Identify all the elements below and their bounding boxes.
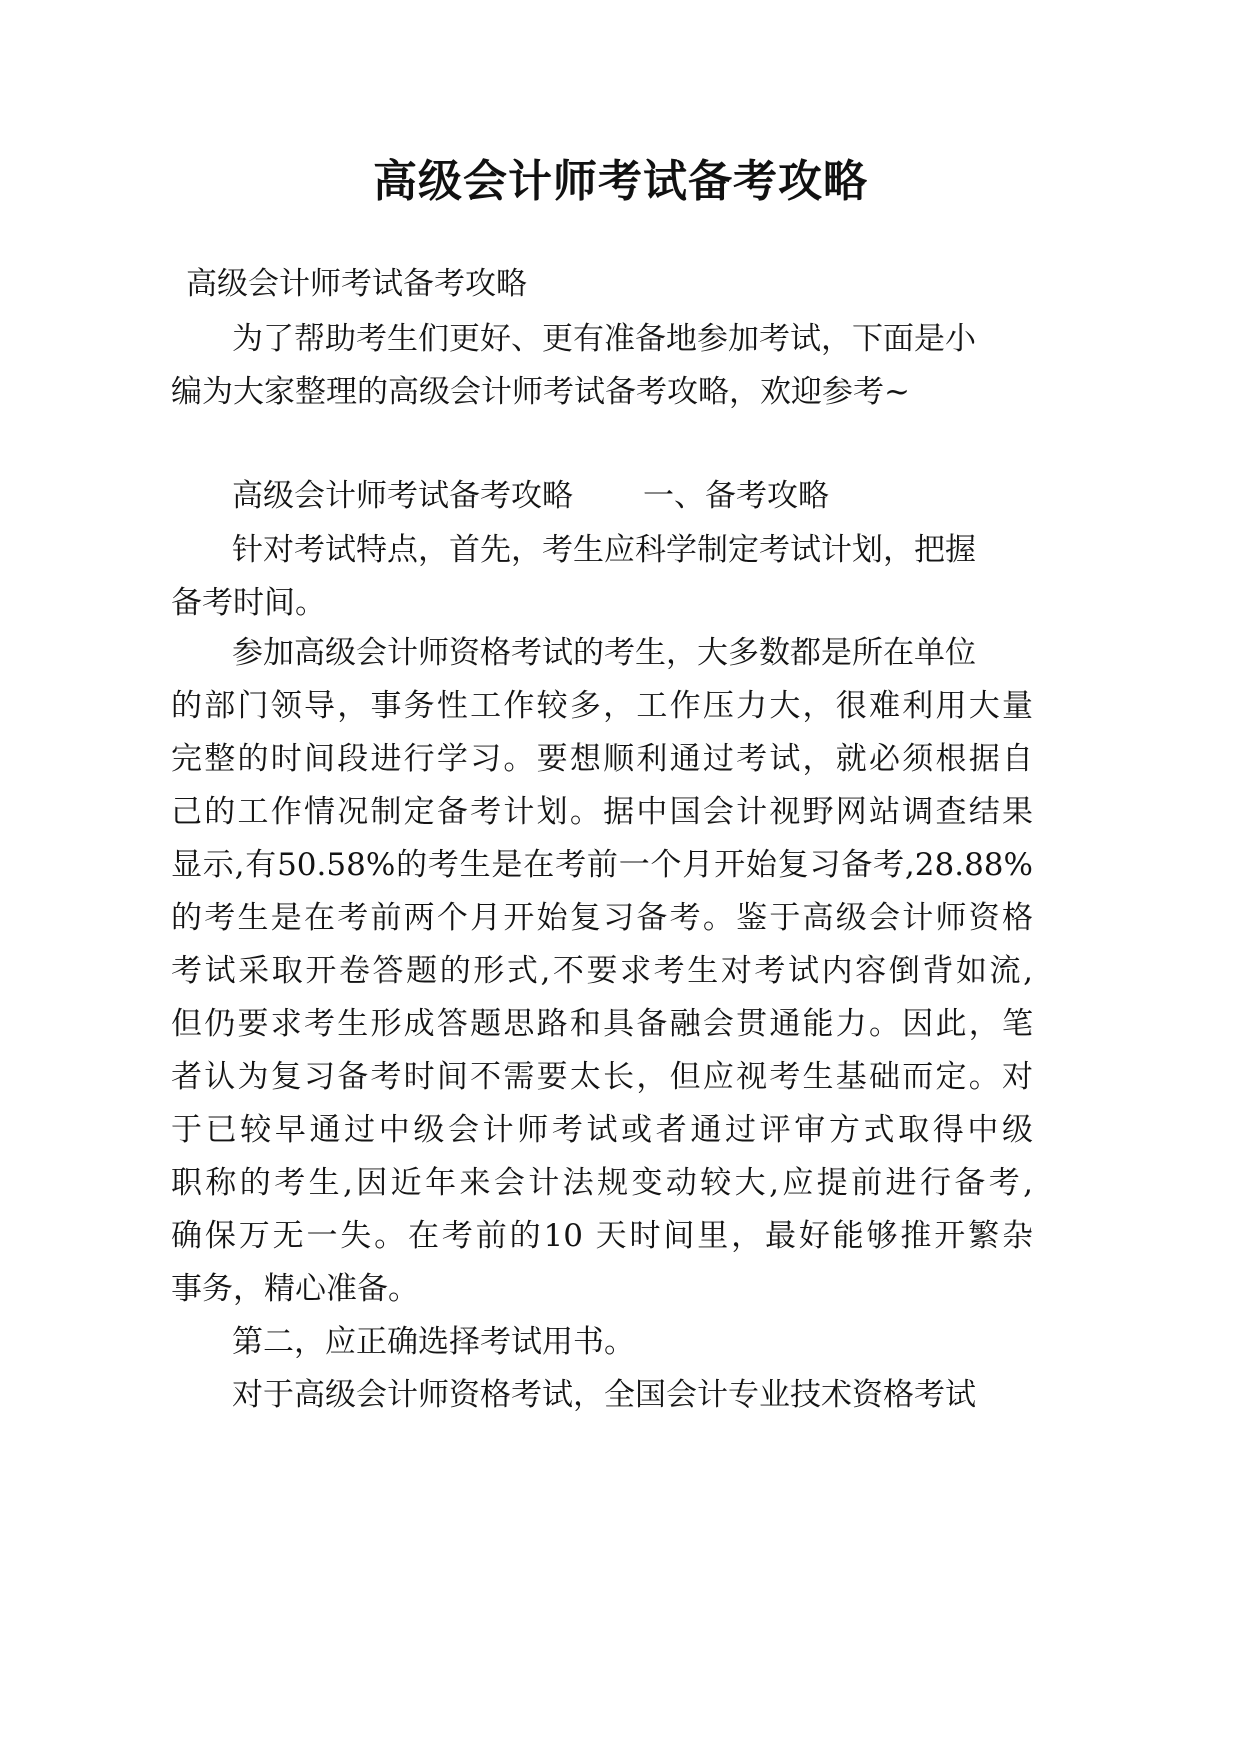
subtitle-line: 高级会计师考试备考攻略 xyxy=(186,266,527,302)
text-line: 对于高级会计师资格考试，全国会计专业技术资格考试 xyxy=(232,1377,976,1413)
text-line: 显示,有50.58%的考生是在考前一个月开始复习备考,28.88% xyxy=(171,847,1033,883)
text-line: 针对考试特点，首先，考生应科学制定考试计划，把握 xyxy=(232,532,976,568)
text-line: 于已较早通过中级会计师考试或者通过评审方式取得中级 xyxy=(171,1112,1033,1148)
document-title: 高级会计师考试备考攻略 xyxy=(373,156,868,207)
text-line: 完整的时间段进行学习。要想顺利通过考试，就必须根据自 xyxy=(171,741,1033,777)
text-line: 参加高级会计师资格考试的考生，大多数都是所在单位 xyxy=(232,635,976,671)
text-line: 的部门领导，事务性工作较多，工作压力大，很难利用大量 xyxy=(171,688,1033,724)
text-line: 己的工作情况制定备考计划。据中国会计视野网站调查结果 xyxy=(171,794,1033,830)
text-line: 考试采取开卷答题的形式,不要求考生对考试内容倒背如流, xyxy=(171,953,1033,989)
text-line: 确保万无一失。在考前的10 天时间里，最好能够推开繁杂 xyxy=(171,1218,1033,1254)
text-line: 为了帮助考生们更好、更有准备地参加考试，下面是小 xyxy=(232,321,976,357)
section-heading-line xyxy=(232,476,829,516)
section-heading-left: 高级会计师考试备考攻略 xyxy=(232,478,573,514)
text-line: 职称的考生,因近年来会计法规变动较大,应提前进行备考, xyxy=(171,1165,1033,1201)
text-line: 第二，应正确选择考试用书。 xyxy=(232,1324,635,1360)
text-line: 事务，精心准备。 xyxy=(171,1271,419,1307)
text-line: 但仍要求考生形成答题思路和具备融会贯通能力。因此，笔 xyxy=(171,1006,1033,1042)
section-heading-right: 一、备考攻略 xyxy=(643,478,829,514)
text-line: 编为大家整理的高级会计师考试备考攻略，欢迎参考~ xyxy=(171,374,910,410)
text-line: 者认为复习备考时间不需要太长，但应视考生基础而定。对 xyxy=(171,1059,1033,1095)
text-line: 的考生是在考前两个月开始复习备考。鉴于高级会计师资格 xyxy=(171,900,1033,936)
text-line: 备考时间。 xyxy=(171,585,326,621)
